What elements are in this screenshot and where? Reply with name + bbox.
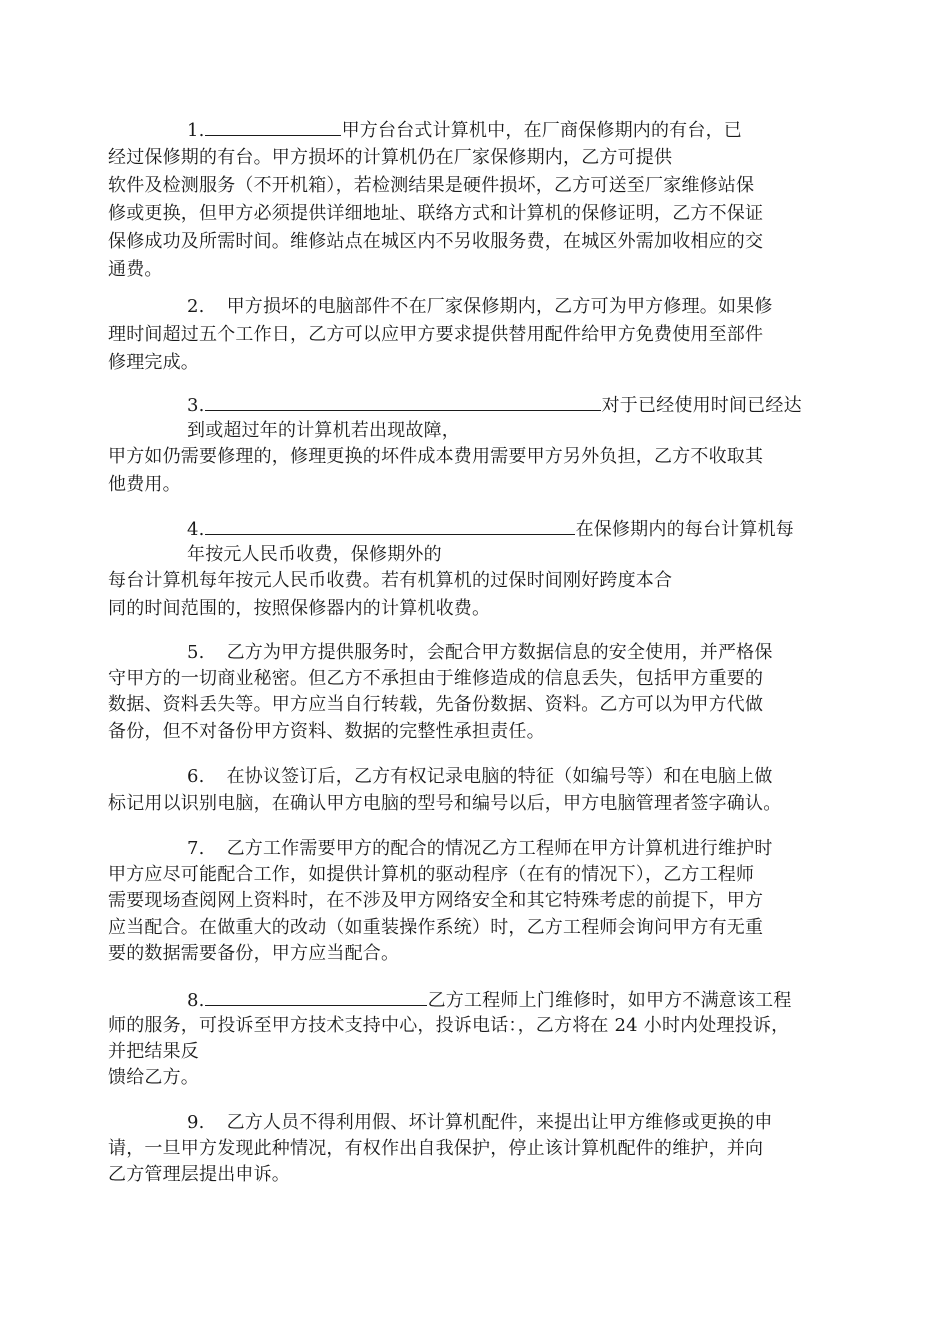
paragraph-6-line-2: 标记用以识别电脑，在确认甲方电脑的型号和编号以后，甲方电脑管理者签字确认。 xyxy=(108,793,782,814)
paragraph-3-line-4: 他费用。 xyxy=(108,474,181,495)
paragraph-7-line-1 xyxy=(187,837,773,861)
clause-number: 2. xyxy=(187,296,205,317)
paragraph-2-line-2: 理时间超过五个工作日，乙方可以应甲方要求提供替用配件给甲方免费使用至部件 xyxy=(108,324,764,345)
clause-text: 乙方为甲方提供服务时，会配合甲方数据信息的安全使用，并严格保 xyxy=(226,642,773,663)
clause-number: 9. xyxy=(187,1112,205,1133)
clause-text: 乙方人员不得利用假、坏计算机配件，来提出让甲方维修或更换的申 xyxy=(226,1112,773,1133)
paragraph-8-line-1 xyxy=(187,988,792,1012)
paragraph-8-line-3: 并把结果反 xyxy=(108,1041,199,1062)
paragraph-5-line-3: 数据、资料丢失等。甲方应当自行转载，先备份数据、资料。乙方可以为甲方代做 xyxy=(108,694,764,715)
clause-number: 5. xyxy=(187,642,205,663)
paragraph-7-line-3: 需要现场查阅网上资料时，在不涉及甲方网络安全和其它特殊考虑的前提下，甲方 xyxy=(108,890,764,911)
paragraph-5-line-1 xyxy=(187,641,773,665)
paragraph-1-line-5: 保修成功及所需时间。维修站点在城区内不另收服务费，在城区外需加收相应的交 xyxy=(108,231,764,252)
paragraph-7-line-2: 甲方应尽可能配合工作，如提供计算机的驱动程序（在有的情况下），乙方工程师 xyxy=(108,864,755,885)
clause-text: 乙方工作需要甲方的配合的情况乙方工程师在甲方计算机进行维护时 xyxy=(226,838,773,859)
paragraph-8-line-2: 师的服务，可投诉至甲方技术支持中心，投诉电话：，乙方将在 24 小时内处理投诉， xyxy=(108,1015,790,1036)
paragraph-4-line-3: 每台计算机每年按元人民币收费。若有机算机的过保时间刚好跨度本合 xyxy=(108,570,673,591)
paragraph-4-line-4: 同的时间范围的，按照保修器内的计算机收费。 xyxy=(108,598,491,619)
paragraph-1-line-3: 软件及检测服务（不开机箱），若检测结果是硬件损坏，乙方可送至厂家维修站保 xyxy=(108,175,755,196)
clause-text: 在协议签订后，乙方有权记录电脑的特征（如编号等）和在电脑上做 xyxy=(226,766,773,787)
paragraph-1-line-6: 通费。 xyxy=(108,259,163,280)
clause-text: 在保修期内的每台计算机每 xyxy=(575,519,794,540)
paragraph-7-line-4: 应当配合。在做重大的改动（如重装操作系统）时，乙方工程师会询问甲方有无重 xyxy=(108,917,764,938)
paragraph-4-line-1 xyxy=(187,517,794,541)
clause-text: 甲方损坏的电脑部件不在厂家保修期内，乙方可为甲方修理。如果修 xyxy=(226,296,773,317)
clause-number: 6. xyxy=(187,766,205,787)
paragraph-8-line-4: 馈给乙方。 xyxy=(108,1067,199,1088)
paragraph-5-line-2: 守甲方的一切商业秘密。但乙方不承担由于维修造成的信息丢失，包括甲方重要的 xyxy=(108,668,764,689)
paragraph-1-line-4: 修或更换，但甲方必须提供详细地址、联络方式和计算机的保修证明，乙方不保证 xyxy=(108,203,764,224)
paragraph-2-line-3: 修理完成。 xyxy=(108,352,199,373)
paragraph-4-line-2: 年按元人民币收费，保修期外的 xyxy=(187,544,442,565)
clause-number: 7. xyxy=(187,838,205,859)
paragraph-9-line-3: 乙方管理层提出申诉。 xyxy=(108,1164,290,1185)
paragraph-3-line-1 xyxy=(187,393,802,417)
paragraph-5-line-4: 备份，但不对备份甲方资料、数据的完整性承担责任。 xyxy=(108,721,545,742)
fill-in-blank xyxy=(205,988,427,1006)
clause-text: 乙方工程师上门维修时，如甲方不满意该工程 xyxy=(427,990,792,1011)
clause-number: 3. xyxy=(187,395,205,416)
paragraph-1-line-1 xyxy=(187,118,742,142)
paragraph-9-line-1 xyxy=(187,1111,773,1135)
fill-in-blank xyxy=(205,393,601,411)
clause-text: 甲方台台式计算机中，在厂商保修期内的有台，已 xyxy=(341,120,742,141)
clause-number: 8. xyxy=(187,990,205,1011)
paragraph-3-line-2: 到或超过年的计算机若出现故障， xyxy=(187,420,460,441)
paragraph-2-line-1 xyxy=(187,295,773,319)
clause-text: 对于已经使用时间已经达 xyxy=(601,395,802,416)
paragraph-3-line-3: 甲方如仍需要修理的，修理更换的坏件成本费用需要甲方另外负担，乙方不收取其 xyxy=(108,446,764,467)
paragraph-6-line-1 xyxy=(187,765,773,789)
fill-in-blank xyxy=(205,118,341,136)
paragraph-7-line-5: 要的数据需要备份，甲方应当配合。 xyxy=(108,943,400,964)
paragraph-9-line-2: 请，一旦甲方发现此种情况，有权作出自我保护，停止该计算机配件的维护，并向 xyxy=(108,1138,764,1159)
paragraph-1-line-2: 经过保修期的有台。甲方损坏的计算机仍在厂家保修期内，乙方可提供 xyxy=(108,147,673,168)
clause-number: 1. xyxy=(187,120,205,141)
clause-number: 4. xyxy=(187,519,205,540)
fill-in-blank xyxy=(205,517,575,535)
